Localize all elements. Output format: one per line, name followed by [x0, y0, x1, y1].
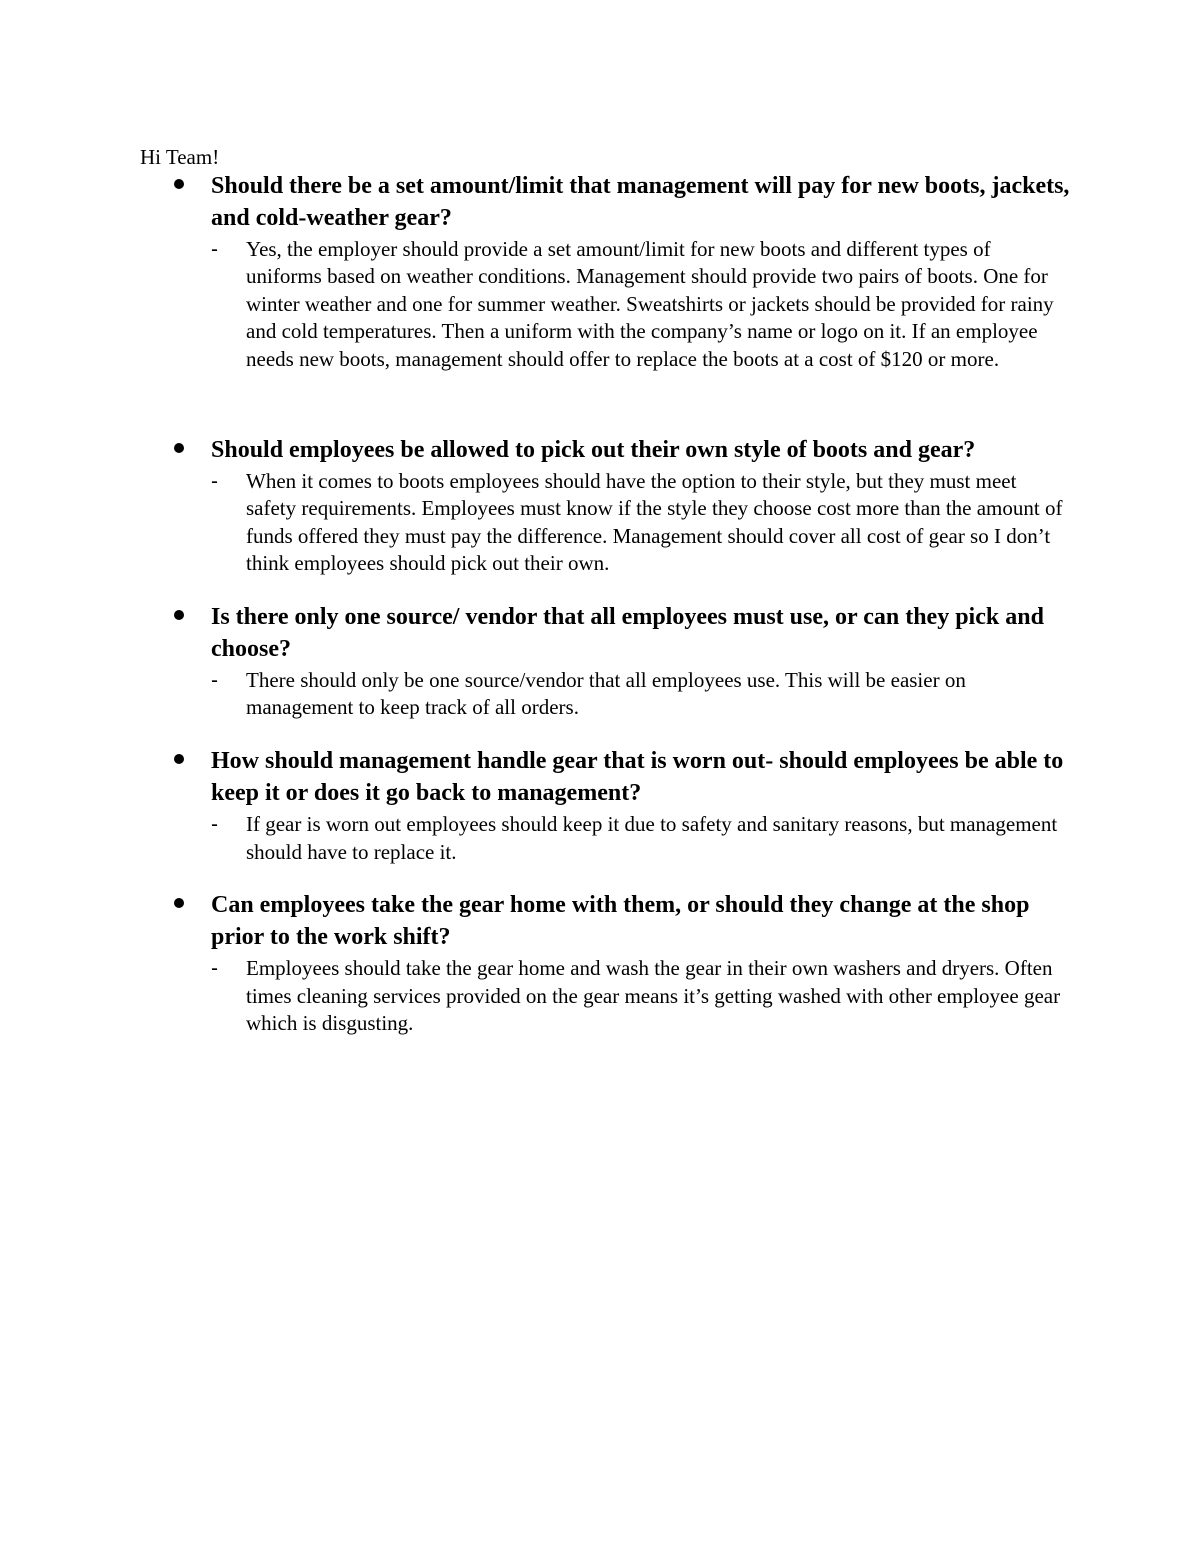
dash-icon: - [211, 238, 218, 261]
list-item [140, 434, 1070, 578]
answer-text: Yes, the employer should provide a set amount/limit for new boots and different types of uniforms based on weather conditions. Management should provide two pairs of boots. One for winter weather and one for summer weather. Sweatshirts or jackets should be provided for rainy and cold temperatures. Then a uniform with the company’s name or logo on it. If an employee needs new boots, management should offer to replace the boots at a cost of $120 or more. [246, 237, 1054, 371]
answer [211, 468, 1070, 578]
bullet-icon [174, 610, 184, 620]
bullet-icon [174, 443, 184, 453]
list-item [140, 601, 1070, 722]
answer-text: Employees should take the gear home and wash the gear in their own washers and dryers. Often times cleaning services provided on the gear means it’s getting washed with other employee gear which is disgusting. [246, 956, 1061, 1036]
answer [211, 667, 1070, 722]
dash-icon: - [211, 957, 218, 981]
answer-text: There should only be one source/vendor that all employees use. This will be easier on management to keep track of all orders. [246, 667, 966, 720]
question-text: How should management handle gear that is worn out- should employees be able to keep it or does it go back to management? [211, 748, 1064, 807]
dash-icon: - [211, 668, 218, 692]
question-list [140, 170, 1070, 1038]
list-item [140, 170, 1070, 373]
dash-icon: - [211, 470, 218, 494]
bullet-icon [174, 898, 184, 908]
answer-text: When it comes to boots employees should have the option to their style, but they must meet safety requirements. Employees must know if the style they choose cost more than the amount of funds offered they must pay the difference. Management should cover all cost of gear so I don’t think employees should pick out their own. [246, 469, 1063, 576]
question-text: Can employees take the gear home with them, or should they change at the shop prior to the work shift? [211, 892, 1030, 951]
bullet-icon [174, 179, 184, 189]
answer [211, 955, 1070, 1037]
bullet-icon [174, 754, 184, 764]
question-text: Should employees be allowed to pick out their own style of boots and gear? [211, 437, 976, 464]
answer-text: If gear is worn out employees should keep it due to safety and sanitary reasons, but management should have to replace it. [246, 812, 1058, 864]
question-text: Should there be a set amount/limit that management will pay for new boots, jackets, and cold-weather gear? [211, 173, 1070, 231]
list-item [140, 889, 1070, 1037]
greeting: Hi Team! [140, 145, 220, 169]
dash-icon: - [211, 813, 218, 837]
answer [211, 236, 1070, 373]
answer [211, 811, 1070, 866]
list-item [140, 745, 1070, 866]
question-text: Is there only one source/ vendor that all employees must use, or can they pick and choose? [211, 603, 1044, 662]
